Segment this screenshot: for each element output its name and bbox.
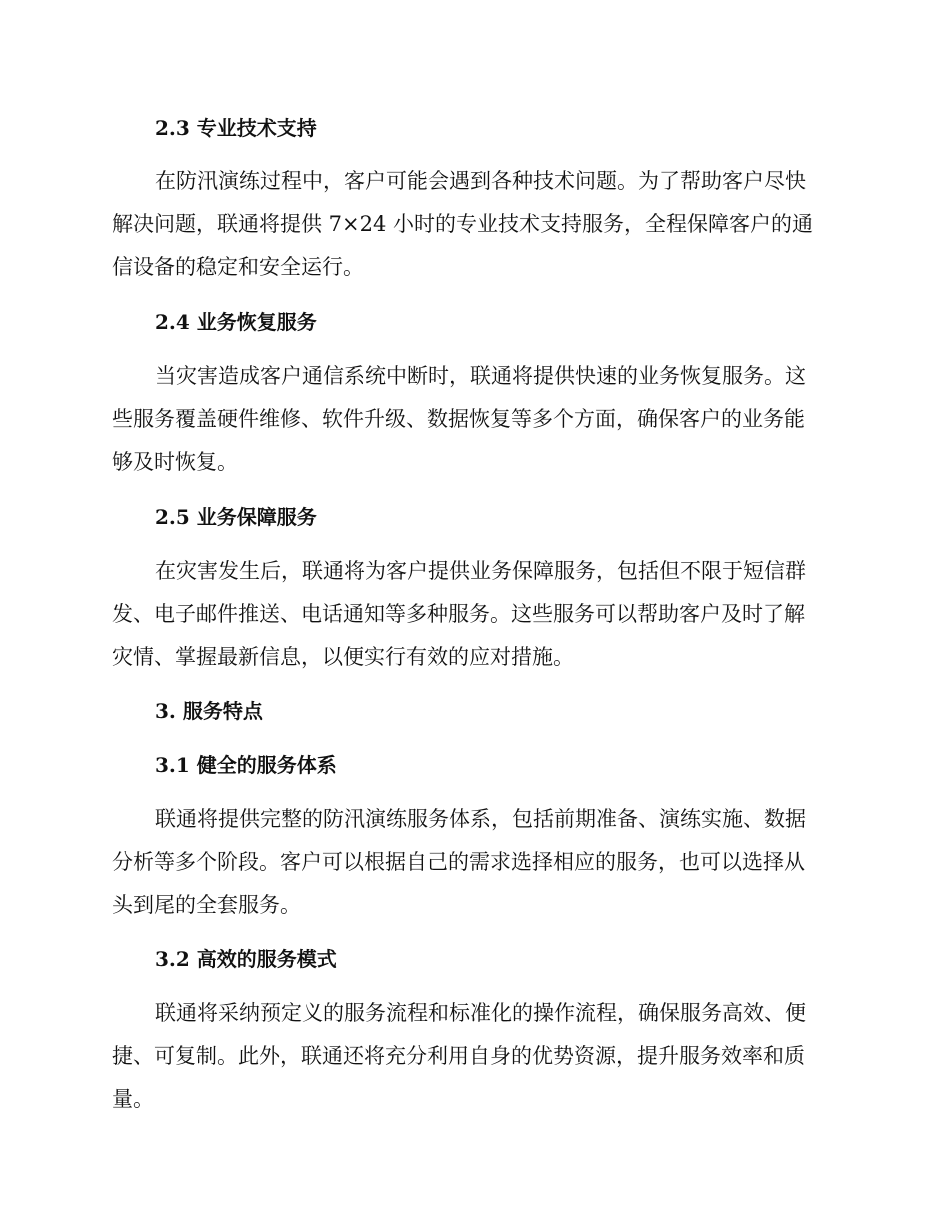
heading-3: 3. 服务特点 [155, 699, 263, 723]
paragraph-line: 灾情、掌握最新信息，以便实行有效的应对措施。 [112, 645, 574, 669]
paragraph-line: 解决问题，联通将提供 7×24 小时的专业技术支持服务，全程保障客户的通 [112, 212, 814, 236]
paragraph-line: 分析等多个阶段。客户可以根据自己的需求选择相应的服务，也可以选择从 [112, 850, 805, 874]
heading-3-2: 3.2 高效的服务模式 [155, 947, 337, 971]
heading-3-1: 3.1 健全的服务体系 [155, 753, 337, 777]
paragraph-line: 些服务覆盖硬件维修、软件升级、数据恢复等多个方面，确保客户的业务能 [112, 407, 805, 431]
paragraph-line: 在防汛演练过程中，客户可能会遇到各种技术问题。为了帮助客户尽快 [155, 169, 806, 193]
heading-2-3: 2.3 专业技术支持 [155, 116, 317, 140]
paragraph-line: 信设备的稳定和安全运行。 [112, 255, 364, 279]
heading-2-5: 2.5 业务保障服务 [155, 505, 317, 529]
paragraph-2-5 [112, 550, 832, 679]
heading-2-4: 2.4 业务恢复服务 [155, 310, 317, 334]
paragraph-line: 头到尾的全套服务。 [112, 893, 301, 917]
paragraph-2-4 [112, 355, 832, 484]
paragraph-line: 当灾害造成客户通信系统中断时，联通将提供快速的业务恢复服务。这 [155, 364, 806, 388]
paragraph-2-3 [112, 160, 832, 289]
paragraph-line: 捷、可复制。此外，联通还将充分利用自身的优势资源，提升服务效率和质 [112, 1044, 805, 1068]
paragraph-line: 够及时恢复。 [112, 450, 238, 474]
paragraph-line: 联通将提供完整的防汛演练服务体系，包括前期准备、演练实施、数据 [155, 807, 806, 831]
paragraph-line: 在灾害发生后，联通将为客户提供业务保障服务，包括但不限于短信群 [155, 559, 806, 583]
paragraph-3-2 [112, 992, 832, 1121]
paragraph-line: 联通将采纳预定义的服务流程和标准化的操作流程，确保服务高效、便 [155, 1001, 806, 1025]
paragraph-line: 发、电子邮件推送、电话通知等多种服务。这些服务可以帮助客户及时了解 [112, 602, 805, 626]
paragraph-line: 量。 [112, 1087, 154, 1111]
paragraph-3-1 [112, 798, 832, 927]
